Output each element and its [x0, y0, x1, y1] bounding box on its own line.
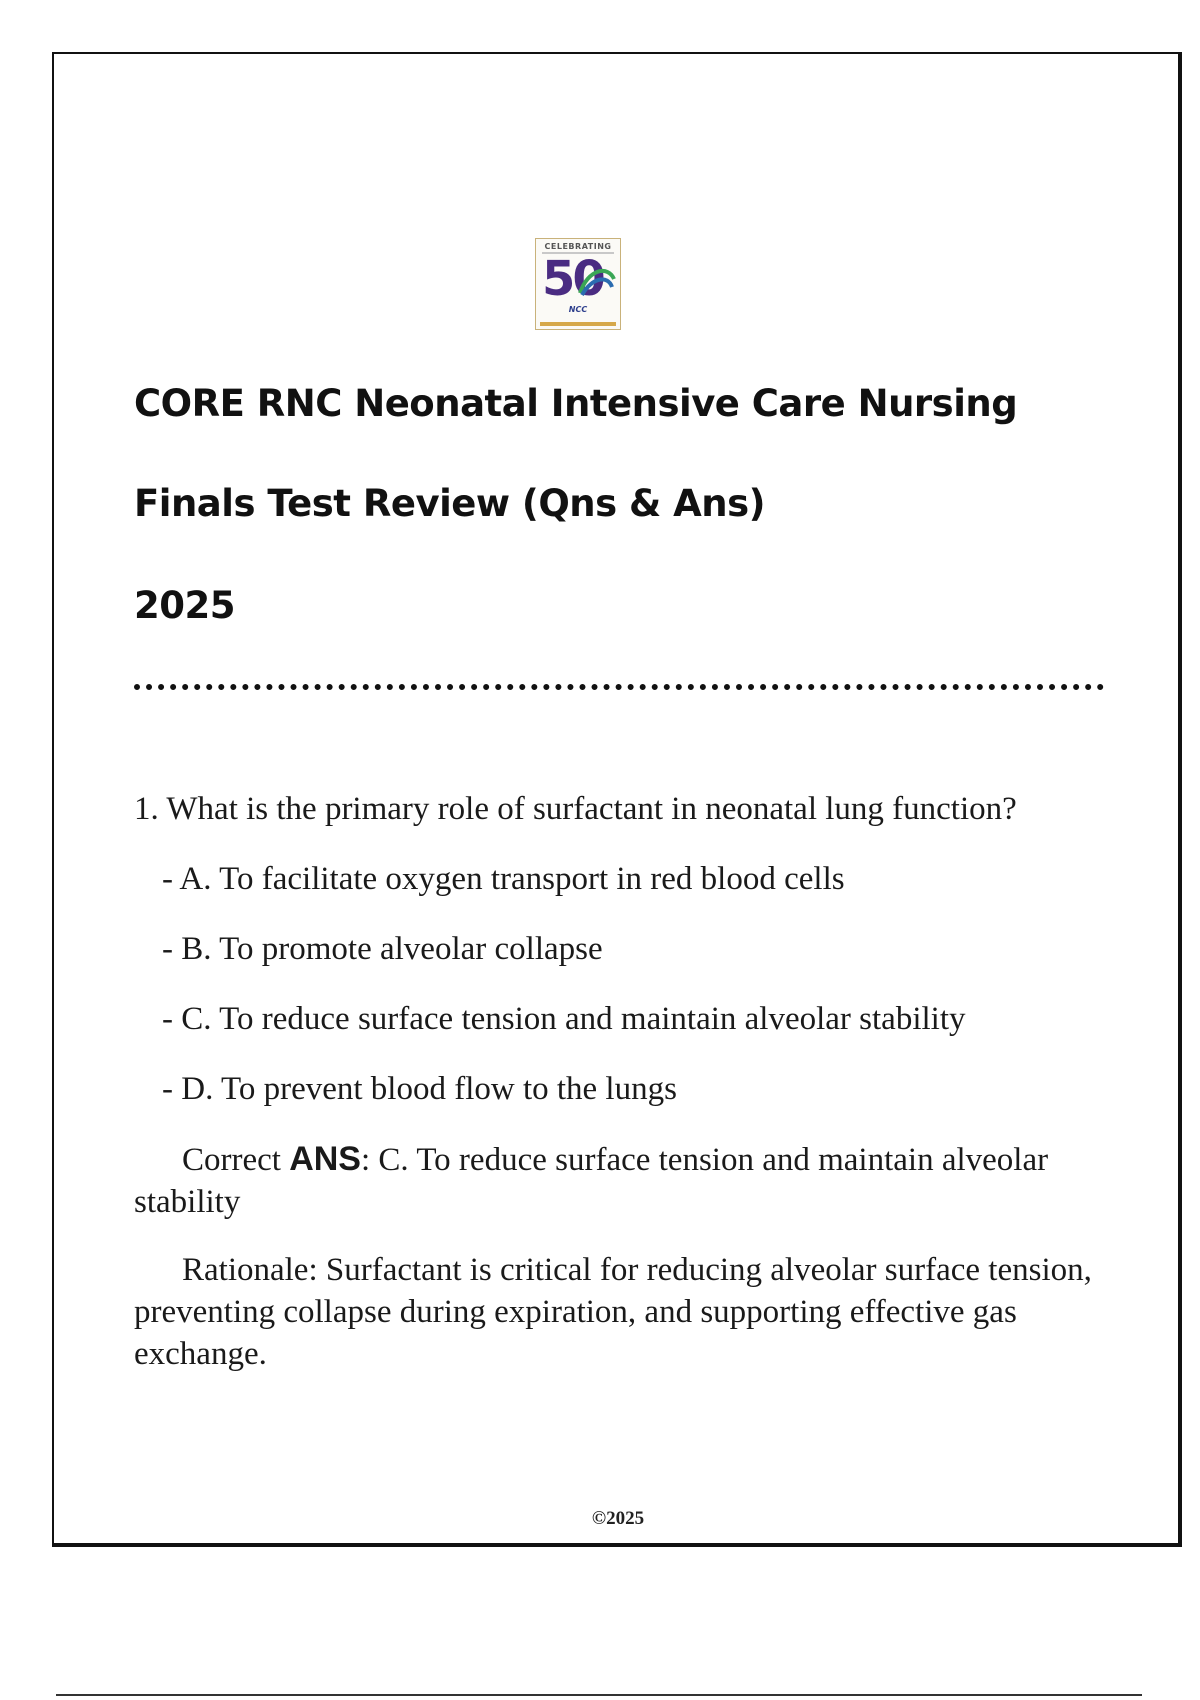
copyright-footer: ©2025 — [591, 1508, 645, 1529]
document-title-line-2: Finals Test Review (Qns & Ans) — [134, 482, 766, 525]
option-a: - A. To facilitate oxygen transport in red blood cells — [162, 861, 845, 897]
correct-prefix: Correct — [182, 1142, 290, 1178]
rationale-text: Rationale: Surfactant is critical for reducing alveolar surface tension, preventing collapse during expiration, and supporting effective gas exchange. — [134, 1252, 1092, 1372]
page-bottom-line — [56, 1694, 1142, 1696]
question-text: 1. What is the primary role of surfactant in neonatal lung function? — [134, 791, 1017, 827]
answer-options — [134, 858, 1094, 1110]
logo-top-text: CELEBRATING — [544, 242, 612, 251]
anniversary-logo-icon — [535, 238, 621, 330]
dotted-divider — [134, 684, 1104, 690]
option-c: - C. To reduce surface tension and maintain alveolar stability — [162, 1001, 966, 1037]
ans-label: ANS — [289, 1140, 361, 1178]
logo-swoosh-icon — [578, 265, 616, 299]
question-block — [134, 788, 1094, 1375]
logo-band — [540, 322, 616, 326]
logo-number: 50 — [542, 251, 603, 307]
correct-answer-text: : C. To reduce surface tension and maintain alveolar stability — [134, 1142, 1049, 1220]
correct-answer — [134, 1138, 1094, 1223]
document-year: 2025 — [134, 584, 235, 627]
option-d: - D. To prevent blood flow to the lungs — [162, 1071, 677, 1107]
document-title-line-1: CORE RNC Neonatal Intensive Care Nursing — [134, 382, 1018, 425]
option-b: - B. To promote alveolar collapse — [162, 931, 603, 967]
logo-brand: NCC — [568, 305, 588, 314]
